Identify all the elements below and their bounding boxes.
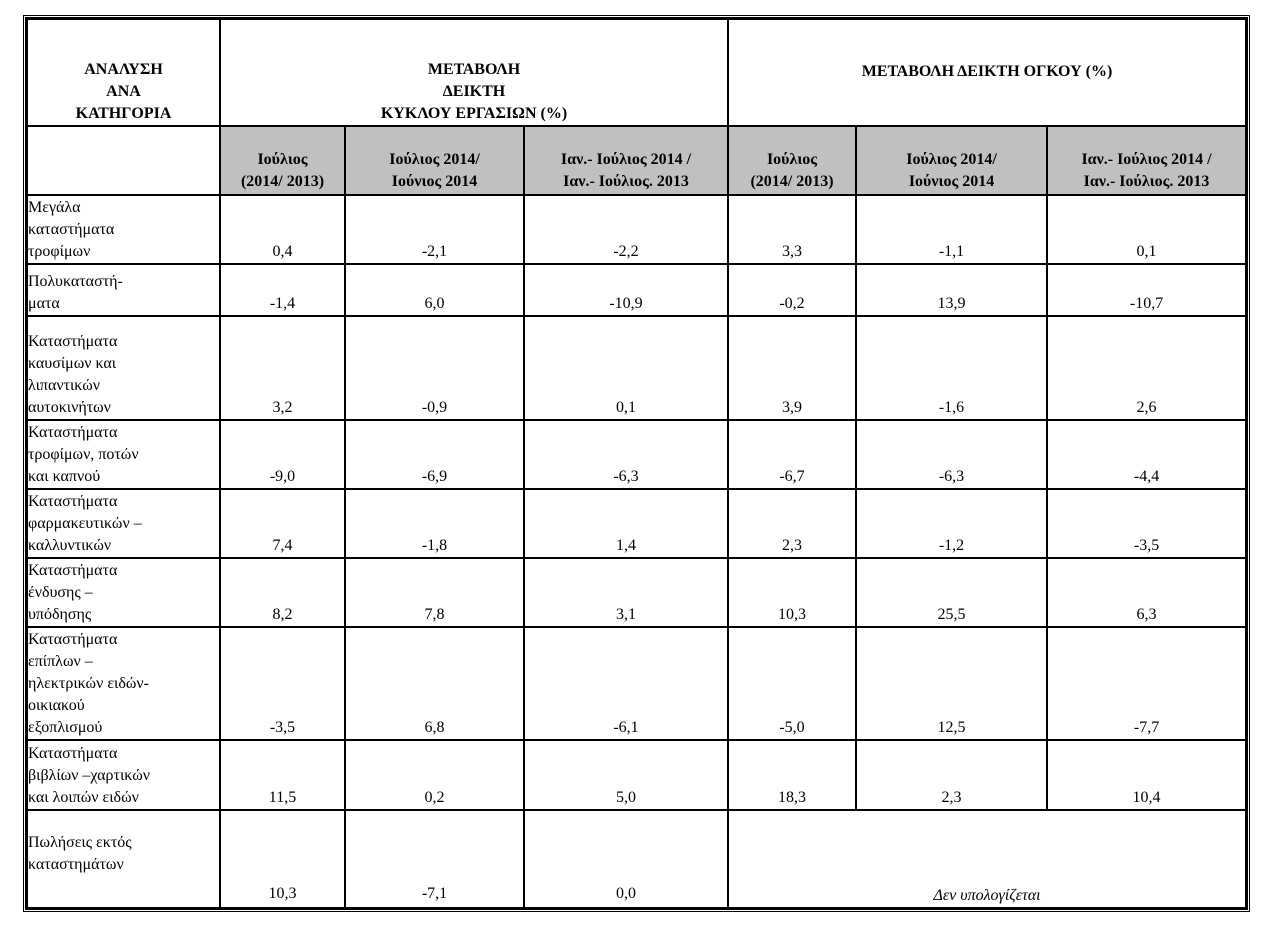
value-cell: 3,2 (220, 316, 345, 420)
subheader-volume-mom: Ιούλιος 2014/ Ιούνιος 2014 (856, 126, 1047, 195)
row-category-label (27, 195, 220, 264)
row-label-line: Μεγάλα (28, 199, 81, 216)
table-row-last (27, 810, 1246, 908)
turnover-header (220, 19, 728, 126)
value-cell: -9,0 (220, 420, 345, 489)
value-cell: 5,0 (524, 740, 728, 810)
table-row (27, 740, 1246, 810)
value-cell: -2,1 (345, 195, 524, 264)
row-category-label (27, 489, 220, 558)
value-cell: 13,9 (856, 264, 1047, 316)
value-cell: 6,3 (1047, 558, 1246, 627)
row-label-line: βιβλίων –χαρτικών (28, 767, 150, 784)
table-row (27, 558, 1246, 627)
row-label-line: καταστήματα (28, 221, 115, 238)
volume-header (728, 19, 1246, 126)
value-cell: 6,0 (345, 264, 524, 316)
value-cell: 3,9 (728, 316, 856, 420)
row-label-line: ένδυσης – (28, 584, 93, 601)
subheader-turnover-ytd: Ιαν.- Ιούλιος 2014 / Ιαν.- Ιούλιος. 2013 (524, 126, 728, 195)
row-label-line: λιπαντικών (28, 377, 100, 394)
row-category-label (27, 558, 220, 627)
row-label-line: υπόδησης (28, 606, 92, 623)
value-cell: -10,7 (1047, 264, 1246, 316)
value-cell: -6,3 (856, 420, 1047, 489)
category-header-line: ΚΑΤΗΓΟΡΙΑ (75, 105, 172, 122)
value-cell: -0,9 (345, 316, 524, 420)
table-row (27, 195, 1246, 264)
row-category-label (27, 810, 220, 908)
value-cell: 18,3 (728, 740, 856, 810)
value-cell: -2,2 (524, 195, 728, 264)
value-cell: 2,6 (1047, 316, 1246, 420)
row-label-line: Καταστήματα (28, 562, 118, 579)
table-row (27, 489, 1246, 558)
value-cell: 10,4 (1047, 740, 1246, 810)
category-header-line: ΑΝΑΛΥΣΗ (84, 61, 163, 78)
row-category-label (27, 264, 220, 316)
value-cell: 7,4 (220, 489, 345, 558)
turnover-header-line: ΚΥΚΛΟΥ ΕΡΓΑΣΙΩΝ (%) (380, 105, 568, 122)
value-cell: -1,6 (856, 316, 1047, 420)
value-cell: 10,3 (728, 558, 856, 627)
value-cell: -6,7 (728, 420, 856, 489)
header-row-2 (27, 126, 1246, 195)
value-cell: -1,4 (220, 264, 345, 316)
row-label-line: αυτοκινήτων (28, 399, 111, 416)
value-cell: -6,1 (524, 627, 728, 740)
value-cell: 0,4 (220, 195, 345, 264)
row-label-line: καλλυντικών (28, 537, 112, 554)
value-cell: -5,0 (728, 627, 856, 740)
row-label-line: Πολυκαταστή- (28, 273, 123, 290)
value-cell: -1,2 (856, 489, 1047, 558)
row-label-line: Καταστήματα (28, 424, 118, 441)
row-label-line: και λοιπών ειδών (28, 789, 139, 806)
value-cell: 6,8 (345, 627, 524, 740)
value-cell: 12,5 (856, 627, 1047, 740)
retail-index-table (25, 17, 1248, 910)
category-header (27, 19, 220, 126)
table-body (27, 195, 1246, 908)
row-label-line: Καταστήματα (28, 333, 118, 350)
value-cell: 0,2 (345, 740, 524, 810)
subheader-turnover-mom: Ιούλιος 2014/ Ιούνιος 2014 (345, 126, 524, 195)
volume-header-line: ΜΕΤΑΒΟΛΗ ΔΕΙΚΤΗ ΟΓΚΟΥ (%) (861, 63, 1113, 80)
row-label-line: φαρμακευτικών – (28, 515, 142, 532)
row-label-line: ηλεκτρικών ειδών- (28, 675, 149, 692)
turnover-header-line: ΜΕΤΑΒΟΛΗ (427, 61, 521, 78)
subheader-volume-yoy: Ιούλιος (2014/ 2013) (728, 126, 856, 195)
value-cell: 1,4 (524, 489, 728, 558)
value-cell: 0,1 (524, 316, 728, 420)
header-row-1 (27, 19, 1246, 126)
turnover-header-line: ΔΕΙΚΤΗ (442, 83, 506, 100)
value-cell: -3,5 (220, 627, 345, 740)
value-cell: 3,1 (524, 558, 728, 627)
value-cell: -1,8 (345, 489, 524, 558)
row-category-label (27, 316, 220, 420)
row-label-line: Καταστήματα (28, 493, 118, 510)
table-row (27, 627, 1246, 740)
value-cell: -1,1 (856, 195, 1047, 264)
value-cell: 3,3 (728, 195, 856, 264)
value-cell: 2,3 (728, 489, 856, 558)
subheader-turnover-yoy: Ιούλιος (2014/ 2013) (220, 126, 345, 195)
value-cell: -4,4 (1047, 420, 1246, 489)
table-row (27, 264, 1246, 316)
row-label-line: Καταστήματα (28, 745, 118, 762)
row-category-label (27, 627, 220, 740)
row-label-line: οικιακού (28, 697, 85, 714)
value-cell: -6,9 (345, 420, 524, 489)
value-cell: 10,3 (220, 810, 345, 908)
not-calculated-note: Δεν υπολογίζεται (728, 810, 1246, 908)
value-cell: -6,3 (524, 420, 728, 489)
row-label-line: τροφίμων, ποτών (28, 446, 139, 463)
value-cell: -0,2 (728, 264, 856, 316)
row-category-label (27, 420, 220, 489)
category-header-line: ΑΝΑ (106, 83, 141, 100)
value-cell: 2,3 (856, 740, 1047, 810)
row-label-line: καυσίμων και (28, 355, 117, 372)
row-label-line: και καπνού (28, 468, 101, 485)
row-label-line: ματα (28, 295, 60, 312)
table-row (27, 420, 1246, 489)
row-category-label (27, 740, 220, 810)
row-label-line: επίπλων – (28, 653, 93, 670)
value-cell: -7,7 (1047, 627, 1246, 740)
value-cell: 8,2 (220, 558, 345, 627)
value-cell: -7,1 (345, 810, 524, 908)
value-cell: 7,8 (345, 558, 524, 627)
value-cell: -10,9 (524, 264, 728, 316)
value-cell: 11,5 (220, 740, 345, 810)
value-cell: 25,5 (856, 558, 1047, 627)
value-cell: -3,5 (1047, 489, 1246, 558)
table-row (27, 316, 1246, 420)
row-label-line: τροφίμων (28, 243, 91, 260)
subheader-volume-ytd: Ιαν.- Ιούλιος 2014 / Ιαν.- Ιούλιος. 2013 (1047, 126, 1246, 195)
value-cell: 0,0 (524, 810, 728, 908)
row-label-line: καταστημάτων (28, 856, 124, 873)
blank-subheader (27, 126, 220, 195)
row-label-line: εξοπλισμού (28, 719, 103, 736)
row-label-line: Πωλήσεις εκτός (28, 834, 132, 851)
row-label-line: Καταστήματα (28, 631, 118, 648)
value-cell: 0,1 (1047, 195, 1246, 264)
